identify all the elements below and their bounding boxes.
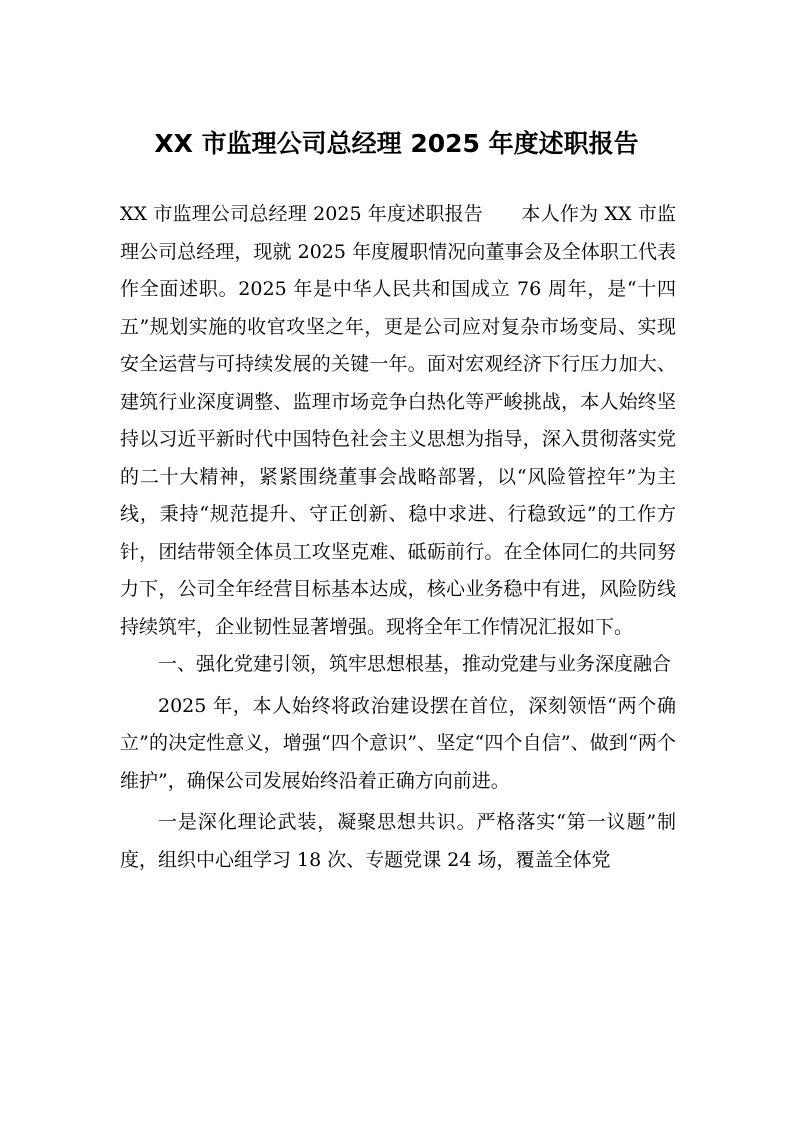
section-1-paragraph: 2025 年，本人始终将政治建设摆在首位，深刻领悟“两个确立”的决定性意义，增强“四个意识”、坚定“四个自信”、做到“两个维护”，确保公司发展始终沿着正确方向前进。 bbox=[120, 694, 676, 792]
document-body bbox=[120, 196, 676, 879]
section-heading-1: 一、强化党建引领，筑牢思想根基，推动党建与业务深度融合 bbox=[158, 653, 672, 675]
intro-paragraph: XX 市监理公司总经理 2025 年度述职报告 本人作为 XX 市监理公司总经理，现就 2025 年度履职情况向董事会及全体职工代表作全面述职。2025 年是中华人民共和国成立 76 周年，是“十四五”规划实施的收官攻坚之年，更是公司应对复杂市场变局、实现安全运营与可持续发展的关键一年。面对宏观经济下行压力加大、建筑行业深度调整、监理市场竞争白热化等严峻挑战，本人始终坚持以习近平新时代中国特色社会主义思想为指导，深入贯彻落实党的二十大精神，紧紧围绕董事会战略部署，以“风险管控年”为主线，秉持“规范提升、守正创新、稳中求进、行稳致远”的工作方针，团结带领全体员工攻坚克难、砥砺前行。在全体同仁的共同努力下，公司全年经营目标基本达成，核心业务稳中有进，风险防线持续筑牢，企业韧性显著增强。现将全年工作情况汇报如下。 bbox=[120, 203, 676, 638]
section-1-point-1: 一是深化理论武装，凝聚思想共识。严格落实“第一议题”制度，组织中心组学习 18 次、专题党课 24 场，覆盖全体党 bbox=[120, 811, 676, 871]
document-title: XX 市监理公司总经理 2025 年度述职报告 bbox=[154, 129, 639, 158]
